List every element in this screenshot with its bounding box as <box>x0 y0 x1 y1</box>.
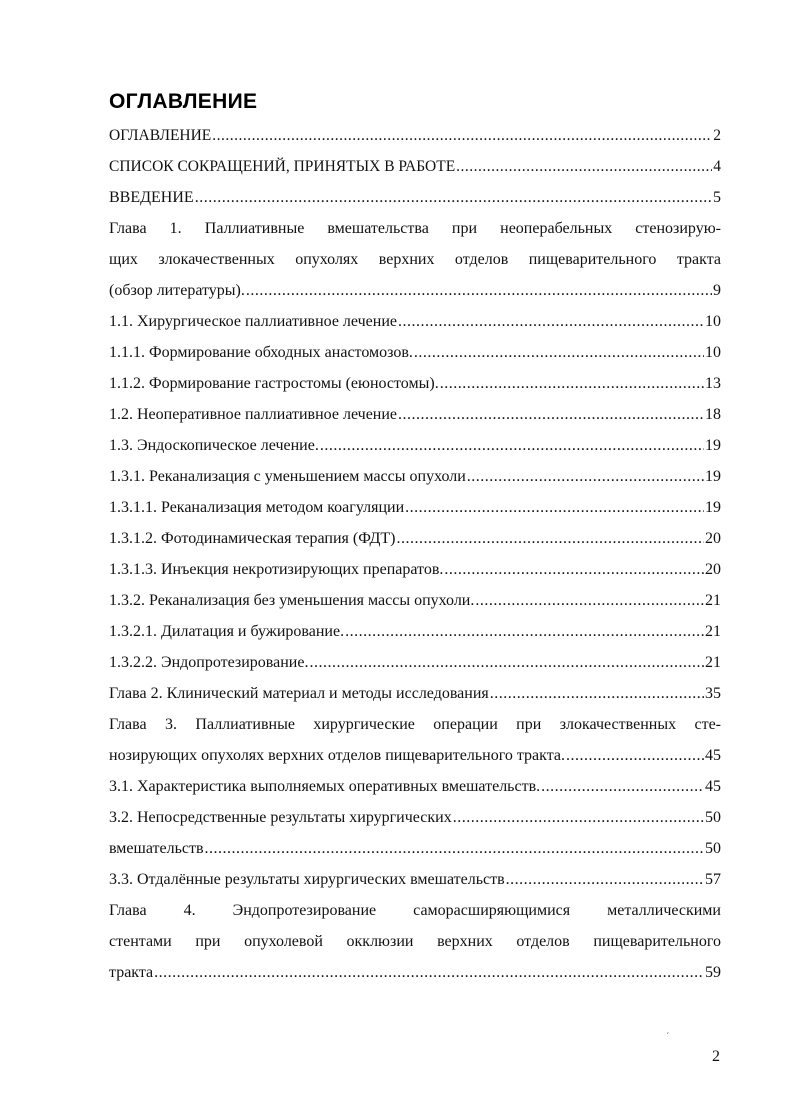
dot-leader <box>475 585 704 616</box>
toc-entry[interactable] <box>109 833 721 864</box>
toc-entry-title: 1.3.1.1. Реканализация методом коагуляции <box>109 499 405 516</box>
toc-entry[interactable] <box>109 337 721 368</box>
dot-leader <box>456 151 712 182</box>
dot-leader <box>444 554 704 585</box>
toc-entry-title: 1.2. Неоперативное паллиативное лечение <box>109 406 398 423</box>
dot-leader <box>453 802 704 833</box>
toc-heading: ОГЛАВЛЕНИЕ <box>109 90 258 113</box>
toc-entry-page: 45 <box>705 747 721 764</box>
toc-entry-page: 2 <box>713 127 721 144</box>
toc-entry[interactable] <box>109 895 721 988</box>
toc-entry-page: 19 <box>705 468 721 485</box>
dot-leader <box>398 399 704 430</box>
toc-entry[interactable] <box>109 709 721 771</box>
toc-entry-page: 13 <box>705 375 721 392</box>
dot-leader <box>506 864 704 895</box>
toc-entry-page: 20 <box>705 561 721 578</box>
toc-entry[interactable] <box>109 120 721 151</box>
dot-leader <box>309 647 704 678</box>
toc-entry-title: 3.2. Непосредственные результаты хирургических <box>109 809 452 826</box>
toc-entry[interactable] <box>109 151 721 182</box>
toc-entry-line: Глава 1. Паллиативные вмешательства при неоперабельных стенозирую- <box>109 220 721 237</box>
dot-leader <box>205 833 704 864</box>
toc-entry-page: 19 <box>705 437 721 454</box>
toc-entry-title: тракта <box>109 964 154 981</box>
dot-leader <box>345 616 704 647</box>
dot-leader <box>414 337 704 368</box>
toc-entry-line: Глава 4. Эндопротезирование саморасширяющимися металлическими <box>109 902 721 919</box>
page-number: 2 <box>712 1048 720 1065</box>
toc-entry[interactable] <box>109 213 721 306</box>
toc-entry-title: 1.3.1.3. Инъекция некротизирующих препаратов. <box>109 561 444 578</box>
toc-entry-title: 1.3.2.1. Дилатация и бужирование. <box>109 623 345 640</box>
toc-entry[interactable] <box>109 802 721 833</box>
toc-entry[interactable] <box>109 368 721 399</box>
dot-leader <box>212 120 712 151</box>
toc-entry-title: 1.1.1. Формирование обходных анастомозов. <box>109 344 413 361</box>
toc-entry-page: 21 <box>705 592 721 609</box>
toc-entry-page: 35 <box>705 685 721 702</box>
toc-entry-title: вмешательств <box>109 840 204 857</box>
dot-leader <box>154 957 704 988</box>
toc-entry-title: нозирующих опухолях верхних отделов пищеварительного тракта. <box>109 747 565 764</box>
toc-entry-page: 21 <box>705 623 721 640</box>
stray-mark: ´ <box>666 1032 670 1043</box>
toc-entry[interactable] <box>109 585 721 616</box>
toc-entry-title: СПИСОК СОКРАЩЕНИЙ, ПРИНЯТЫХ В РАБОТЕ <box>109 158 456 175</box>
toc-entry-page: 5 <box>713 189 721 206</box>
dot-leader <box>195 182 712 213</box>
toc-entry[interactable] <box>109 678 721 709</box>
toc-entry-title: 1.3.1.2. Фотодинамическая терапия (ФДТ) <box>109 530 396 547</box>
toc-entry-title: 3.3. Отдалённые результаты хирургических вмешательств <box>109 871 505 888</box>
toc-entry[interactable] <box>109 306 721 337</box>
toc-entry-title: 1.3. Эндоскопическое лечение. <box>109 437 319 454</box>
toc-entry-page: 18 <box>705 406 721 423</box>
toc-entry-line: Глава 3. Паллиативные хирургические операции при злокачественных сте- <box>109 716 721 733</box>
toc-entry[interactable] <box>109 492 721 523</box>
toc-entry[interactable] <box>109 554 721 585</box>
toc-entry[interactable] <box>109 399 721 430</box>
toc-entry-title: ОГЛАВЛЕНИЕ <box>109 127 212 144</box>
toc-entry-title: 3.1. Характеристика выполняемых оперативных вмешательств. <box>109 778 541 795</box>
toc-entry[interactable] <box>109 616 721 647</box>
toc-entry-page: 20 <box>705 530 721 547</box>
toc-entry-title: 1.3.2. Реканализация без уменьшения массы опухоли. <box>109 592 475 609</box>
dot-leader <box>467 461 704 492</box>
toc-entry-page: 10 <box>705 313 721 330</box>
toc-entry-page: 4 <box>713 158 721 175</box>
toc-entry-title: 1.3.2.2. Эндопротезирование. <box>109 654 309 671</box>
toc-entry[interactable] <box>109 461 721 492</box>
dot-leader <box>405 492 704 523</box>
toc-entry-page: 59 <box>705 964 721 981</box>
toc-entry-title: (обзор литературы). <box>109 282 245 299</box>
toc-entry-line: стентами при опухолевой окклюзии верхних отделов пищеварительного <box>109 933 721 950</box>
toc-entry-title: 1.1.2. Формирование гастростомы (еюностомы). <box>109 375 439 392</box>
toc-entry-page: 19 <box>705 499 721 516</box>
toc-entry-page: 9 <box>713 282 721 299</box>
toc-entry[interactable] <box>109 647 721 678</box>
toc-entry-page: 57 <box>705 871 721 888</box>
toc-entry-page: 10 <box>705 344 721 361</box>
dot-leader <box>440 368 704 399</box>
dot-leader <box>320 430 704 461</box>
dot-leader <box>397 523 705 554</box>
toc-entry[interactable] <box>109 864 721 895</box>
toc-entry-page: 45 <box>705 778 721 795</box>
table-of-contents <box>109 120 721 988</box>
toc-entry-title: 1.1. Хирургическое паллиативное лечение <box>109 313 397 330</box>
toc-entry-title: Глава 2. Клинический материал и методы исследования <box>109 685 489 702</box>
toc-entry[interactable] <box>109 430 721 461</box>
toc-entry[interactable] <box>109 771 721 802</box>
dot-leader <box>490 678 704 709</box>
toc-entry[interactable] <box>109 182 721 213</box>
toc-entry[interactable] <box>109 523 721 554</box>
toc-entry-page: 50 <box>705 809 721 826</box>
toc-entry-title: ВВЕДЕНИЕ <box>109 189 194 206</box>
dot-leader <box>246 275 712 306</box>
toc-entry-title: 1.3.1. Реканализация с уменьшением массы опухоли <box>109 468 466 485</box>
toc-entry-page: 50 <box>705 840 721 857</box>
toc-entry-line: щих злокачественных опухолях верхних отделов пищеварительного тракта <box>109 251 721 268</box>
dot-leader <box>566 740 704 771</box>
dot-leader <box>398 306 704 337</box>
dot-leader <box>541 771 704 802</box>
toc-entry-page: 21 <box>705 654 721 671</box>
